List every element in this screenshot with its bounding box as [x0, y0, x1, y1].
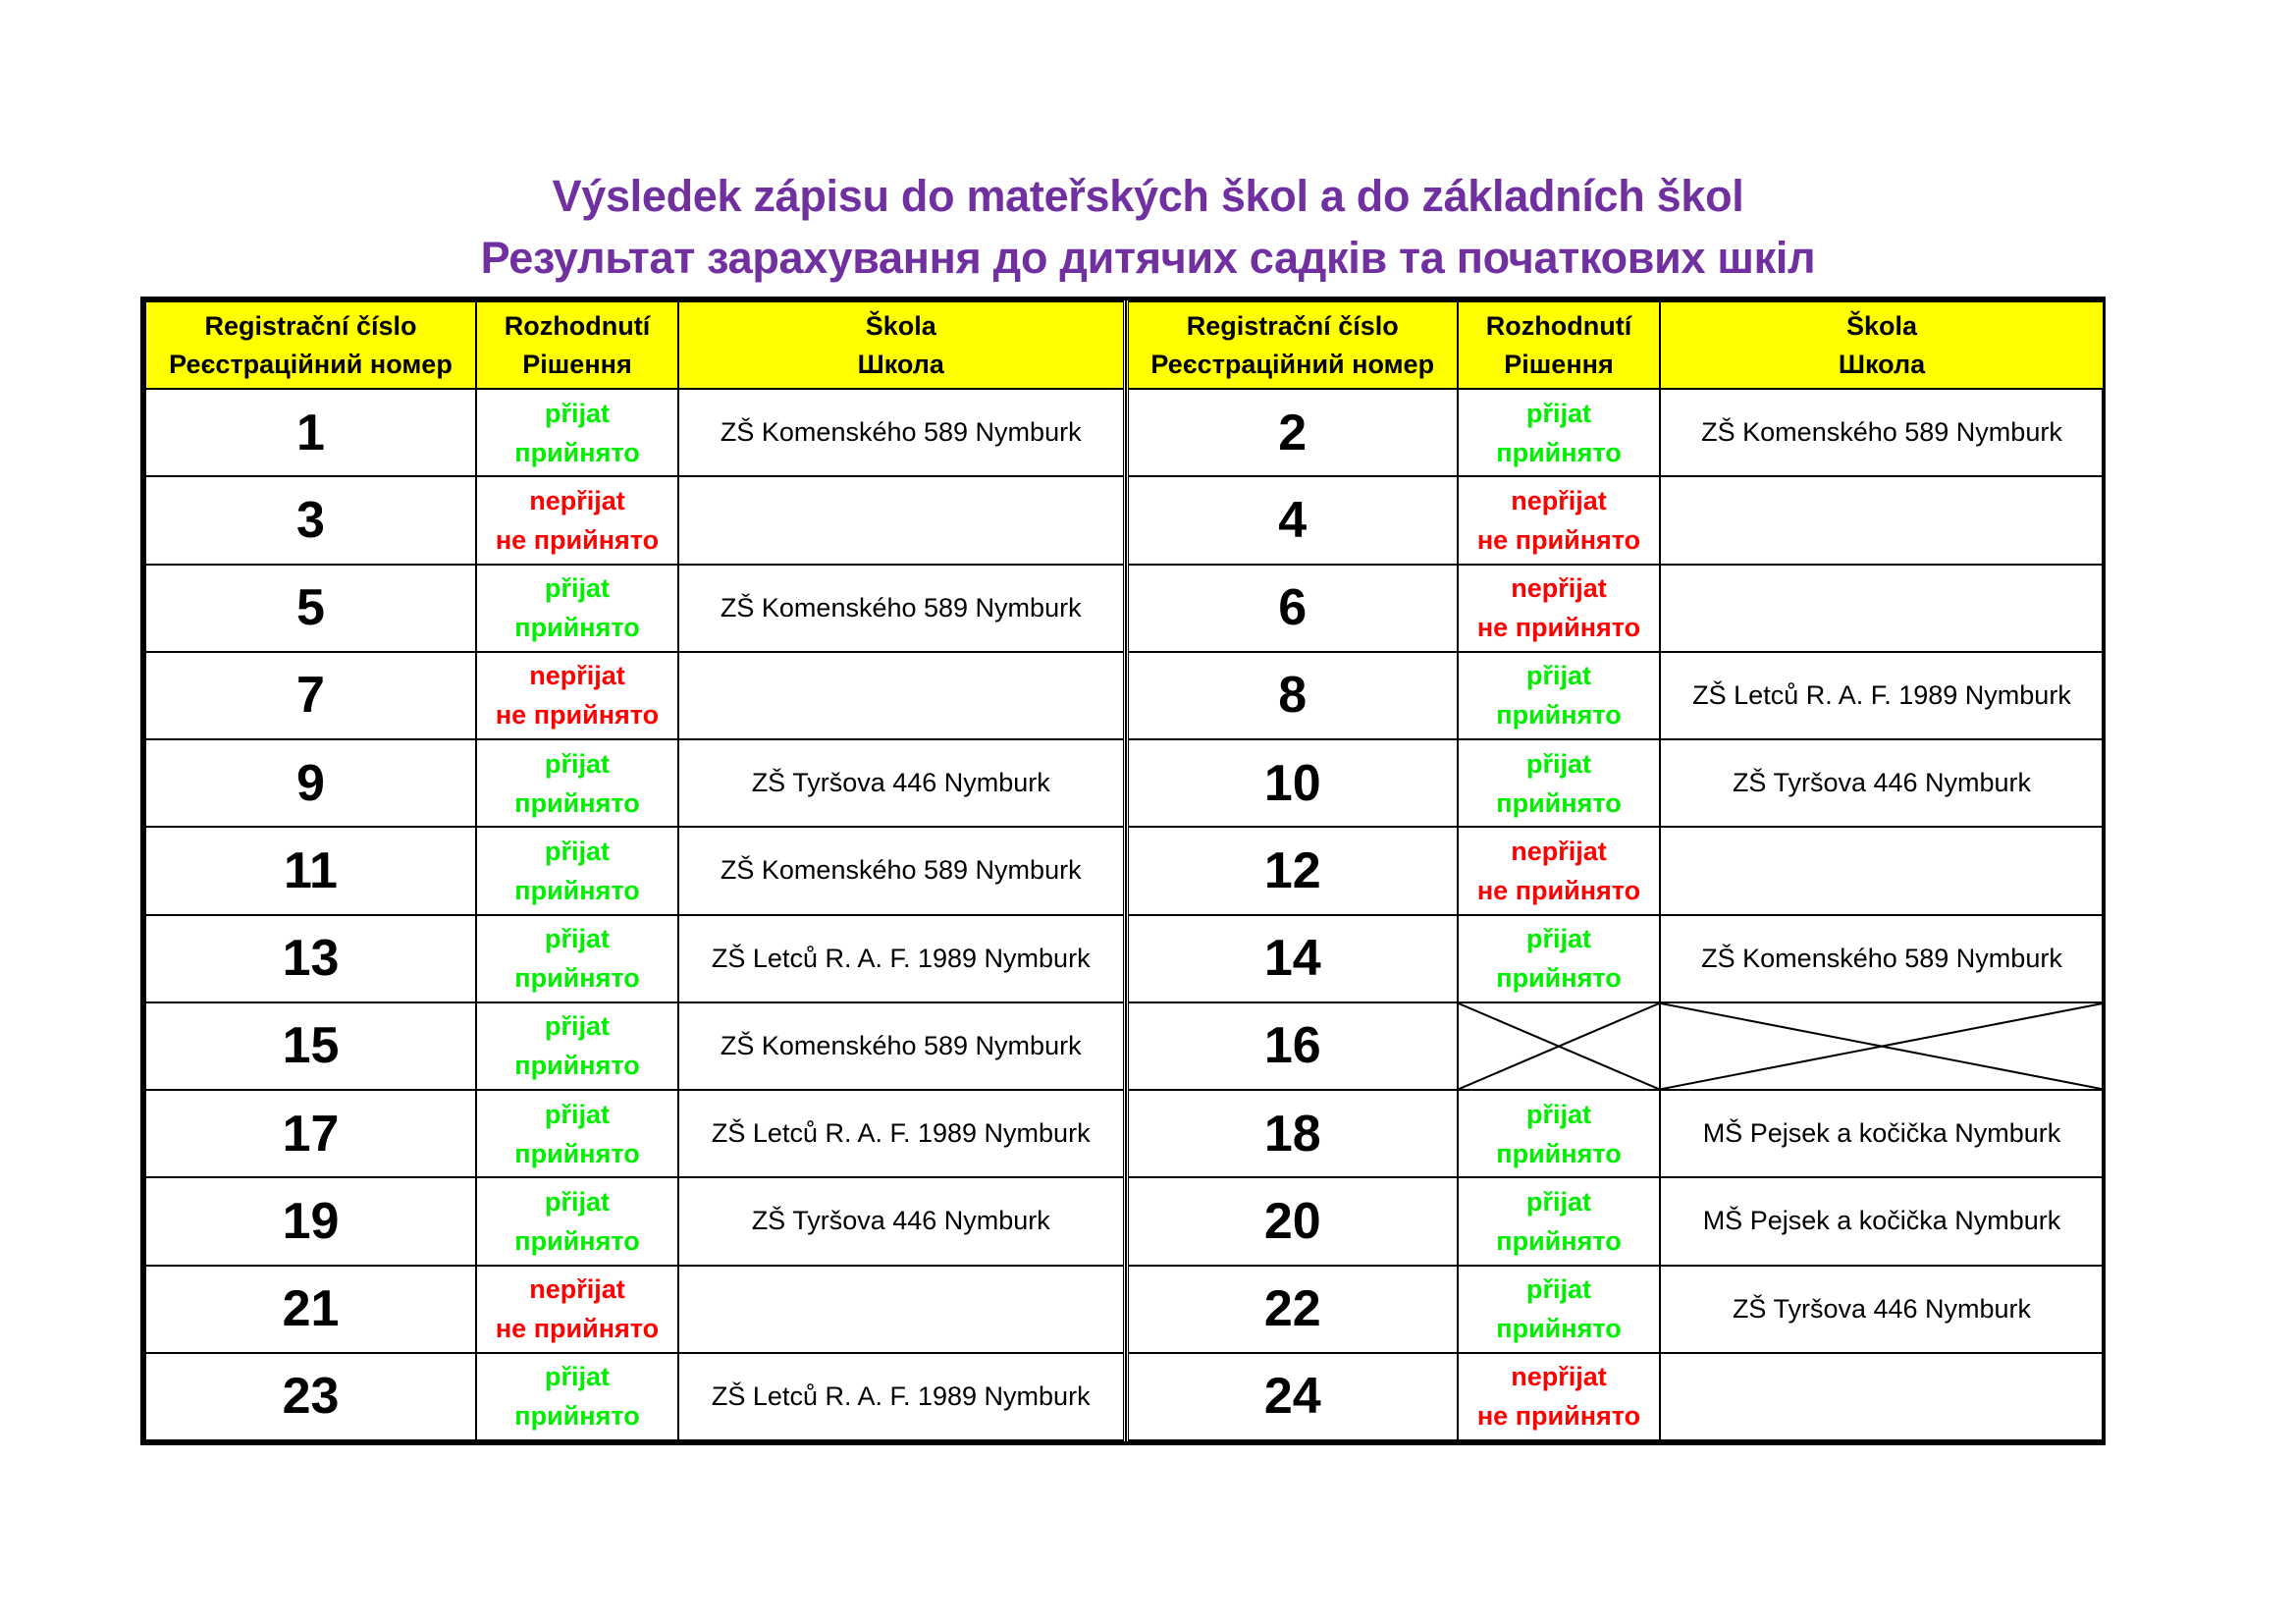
school-name: ZŠ Tyršova 446 Nymburk	[678, 739, 1124, 827]
school-name: ZŠ Tyršova 446 Nymburk	[1660, 1266, 2104, 1353]
table-row	[1127, 389, 2104, 476]
table-row	[145, 389, 1124, 476]
decision-cz: nepřijat	[529, 661, 625, 691]
decision-ua: не прийнято	[495, 1314, 660, 1344]
school-name	[678, 476, 1124, 564]
school-name: ZŠ Komenského 589 Nymburk	[1660, 389, 2104, 476]
registration-number: 12	[1127, 827, 1458, 914]
header-school	[1660, 301, 2104, 389]
decision-ua: прийнято	[514, 787, 640, 818]
table-row	[145, 1177, 1124, 1265]
school-name: MŠ Pejsek a kočička Nymburk	[1660, 1090, 2104, 1177]
decision-cz: nepřijat	[1511, 836, 1607, 866]
decision-ua: прийнято	[514, 1401, 640, 1432]
decision-ua: прийнято	[1496, 437, 1622, 467]
school-name: ZŠ Letců R. A. F. 1989 Nymburk	[678, 915, 1124, 1002]
decision-accepted	[1458, 1177, 1660, 1265]
decision-cz: přijat	[544, 748, 610, 779]
header-reg-ua: Реєстраційний номер	[169, 349, 453, 379]
registration-number: 23	[145, 1353, 476, 1440]
registration-number: 18	[1127, 1090, 1458, 1177]
registration-number: 20	[1127, 1177, 1458, 1265]
header-school	[678, 301, 1124, 389]
decision-rejected	[476, 476, 678, 564]
table-row	[145, 827, 1124, 914]
registration-number: 11	[145, 827, 476, 914]
header-row	[1127, 301, 2104, 389]
decision-ua: прийнято	[514, 613, 640, 643]
decision-ua: прийнято	[1496, 1314, 1622, 1344]
decision-rejected	[1458, 827, 1660, 914]
decision-cz: přijat	[1525, 1099, 1591, 1129]
school-name	[678, 652, 1124, 739]
school-name: ZŠ Komenského 589 Nymburk	[1660, 915, 2104, 1002]
header-decision	[1458, 301, 1660, 389]
header-registration-number	[145, 301, 476, 389]
header-reg-cz: Registrační číslo	[204, 310, 417, 341]
table-row	[145, 476, 1124, 564]
decision-ua: прийнято	[514, 437, 640, 467]
table-row	[145, 1002, 1124, 1090]
registration-number: 1	[145, 389, 476, 476]
decision-rejected	[476, 652, 678, 739]
decision-cz: nepřijat	[1511, 573, 1607, 604]
table-row	[1127, 827, 2104, 914]
registration-number: 21	[145, 1266, 476, 1353]
school-name: ZŠ Tyršova 446 Nymburk	[678, 1177, 1124, 1265]
registration-number: 6	[1127, 565, 1458, 652]
decision-cz: přijat	[544, 1186, 610, 1217]
school-name: ZŠ Tyršova 446 Nymburk	[1660, 739, 2104, 827]
school-crossed-out	[1660, 1002, 2104, 1090]
decision-accepted	[476, 1353, 678, 1440]
header-school-cz: Škola	[865, 310, 936, 341]
table-row	[145, 915, 1124, 1002]
decision-ua: не прийнято	[1476, 875, 1641, 905]
table-row	[145, 1090, 1124, 1177]
decision-cz: přijat	[544, 1099, 610, 1129]
registration-number: 7	[145, 652, 476, 739]
header-school-cz: Škola	[1845, 310, 1918, 341]
header-school-ua: Школа	[857, 349, 944, 379]
table-row	[145, 565, 1124, 652]
registration-number: 3	[145, 476, 476, 564]
table-row	[145, 739, 1124, 827]
decision-cz: přijat	[544, 1362, 610, 1392]
school-name: MŠ Pejsek a kočička Nymburk	[1660, 1177, 2104, 1265]
decision-accepted	[1458, 389, 1660, 476]
page-title-block	[0, 165, 2296, 289]
decision-cz: přijat	[1525, 748, 1591, 779]
decision-accepted	[476, 565, 678, 652]
decision-ua: прийнято	[514, 963, 640, 994]
table-row	[145, 1353, 1124, 1440]
decision-accepted	[476, 739, 678, 827]
registration-number: 24	[1127, 1353, 1458, 1440]
decision-cz: přijat	[544, 573, 610, 604]
cross-out-mark	[1459, 1003, 1659, 1089]
table-row	[1127, 915, 2104, 1002]
table-row	[1127, 1090, 2104, 1177]
registration-number: 17	[145, 1090, 476, 1177]
decision-ua: не прийнято	[1476, 1401, 1641, 1432]
decision-cz: přijat	[544, 1011, 610, 1042]
decision-cz: přijat	[1525, 924, 1591, 954]
school-name	[678, 1266, 1124, 1353]
table-row	[1127, 1266, 2104, 1353]
school-name: ZŠ Komenského 589 Nymburk	[678, 827, 1124, 914]
decision-ua: прийнято	[1496, 787, 1622, 818]
decision-ua: не прийнято	[495, 700, 660, 731]
header-row	[145, 301, 1124, 389]
table-row	[1127, 1002, 2104, 1090]
decision-rejected	[1458, 565, 1660, 652]
table-row	[1127, 1353, 2104, 1440]
decision-rejected	[1458, 1353, 1660, 1440]
table-row	[1127, 739, 2104, 827]
decision-accepted	[1458, 739, 1660, 827]
results-table-left	[144, 300, 1126, 1441]
table-row	[1127, 652, 2104, 739]
decision-ua: не прийнято	[495, 524, 660, 555]
decision-accepted	[476, 389, 678, 476]
school-name	[1660, 476, 2104, 564]
header-reg-ua: Реєстраційний номер	[1150, 349, 1435, 379]
decision-ua: прийнято	[514, 1225, 640, 1256]
decision-ua: прийнято	[1496, 700, 1622, 731]
decision-accepted	[476, 1002, 678, 1090]
header-dec-ua: Рішення	[522, 349, 632, 379]
decision-cz: přijat	[1525, 398, 1591, 428]
decision-cz: nepřijat	[529, 485, 625, 515]
school-name	[1660, 827, 2104, 914]
decision-ua: прийнято	[514, 1138, 640, 1168]
school-name: ZŠ Letců R. A. F. 1989 Nymburk	[678, 1090, 1124, 1177]
registration-number: 9	[145, 739, 476, 827]
decision-cz: nepřijat	[1511, 485, 1607, 515]
table-row	[1127, 565, 2104, 652]
header-decision	[476, 301, 678, 389]
registration-number: 4	[1127, 476, 1458, 564]
header-dec-cz: Rozhodnutí	[1485, 310, 1632, 341]
decision-ua: прийнято	[1496, 1225, 1622, 1256]
results-table	[140, 297, 2106, 1445]
decision-accepted	[1458, 652, 1660, 739]
decision-cz: přijat	[1525, 661, 1591, 691]
decision-ua: прийнято	[514, 875, 640, 905]
table-row	[1127, 1177, 2104, 1265]
registration-number: 19	[145, 1177, 476, 1265]
decision-cz: přijat	[544, 398, 610, 428]
registration-number: 2	[1127, 389, 1458, 476]
decision-cz: přijat	[1525, 1274, 1591, 1305]
registration-number: 15	[145, 1002, 476, 1090]
decision-cz: nepřijat	[529, 1274, 625, 1305]
decision-ua: не прийнято	[1476, 524, 1641, 555]
table-row	[145, 1266, 1124, 1353]
school-name: ZŠ Komenského 589 Nymburk	[678, 565, 1124, 652]
header-dec-cz: Rozhodnutí	[504, 310, 651, 341]
registration-number: 13	[145, 915, 476, 1002]
header-dec-ua: Рішення	[1504, 349, 1614, 379]
decision-cz: přijat	[1525, 1186, 1591, 1217]
page-title-ukrainian: Результат зарахування до дитячих садків та початкових шкіл	[480, 233, 1816, 283]
decision-rejected	[476, 1266, 678, 1353]
results-table-right	[1126, 300, 2106, 1441]
decision-ua: прийнято	[1496, 963, 1622, 994]
decision-rejected	[1458, 476, 1660, 564]
decision-accepted	[1458, 1266, 1660, 1353]
decision-accepted	[1458, 1090, 1660, 1177]
page-title-czech: Výsledek zápisu do mateřských škol a do základních škol	[552, 171, 1744, 221]
decision-accepted	[476, 1090, 678, 1177]
school-name: ZŠ Letců R. A. F. 1989 Nymburk	[1660, 652, 2104, 739]
school-name: ZŠ Letců R. A. F. 1989 Nymburk	[678, 1353, 1124, 1440]
registration-number: 14	[1127, 915, 1458, 1002]
cross-out-mark	[1661, 1003, 2103, 1089]
decision-cz: nepřijat	[1511, 1362, 1607, 1392]
registration-number: 16	[1127, 1002, 1458, 1090]
decision-cz: přijat	[544, 836, 610, 866]
header-registration-number	[1127, 301, 1458, 389]
decision-accepted	[476, 827, 678, 914]
school-name: ZŠ Komenského 589 Nymburk	[678, 1002, 1124, 1090]
decision-accepted	[476, 1177, 678, 1265]
decision-ua: не прийнято	[1476, 613, 1641, 643]
decision-ua: прийнято	[1496, 1138, 1622, 1168]
header-school-ua: Школа	[1838, 349, 1926, 379]
school-name: ZŠ Komenského 589 Nymburk	[678, 389, 1124, 476]
decision-crossed-out	[1458, 1002, 1660, 1090]
decision-cz: přijat	[544, 924, 610, 954]
registration-number: 8	[1127, 652, 1458, 739]
registration-number: 22	[1127, 1266, 1458, 1353]
registration-number: 10	[1127, 739, 1458, 827]
registration-number: 5	[145, 565, 476, 652]
header-reg-cz: Registrační číslo	[1186, 310, 1399, 341]
table-row	[145, 652, 1124, 739]
decision-accepted	[1458, 915, 1660, 1002]
decision-ua: прийнято	[514, 1051, 640, 1081]
school-name	[1660, 565, 2104, 652]
table-row	[1127, 476, 2104, 564]
school-name	[1660, 1353, 2104, 1440]
decision-accepted	[476, 915, 678, 1002]
